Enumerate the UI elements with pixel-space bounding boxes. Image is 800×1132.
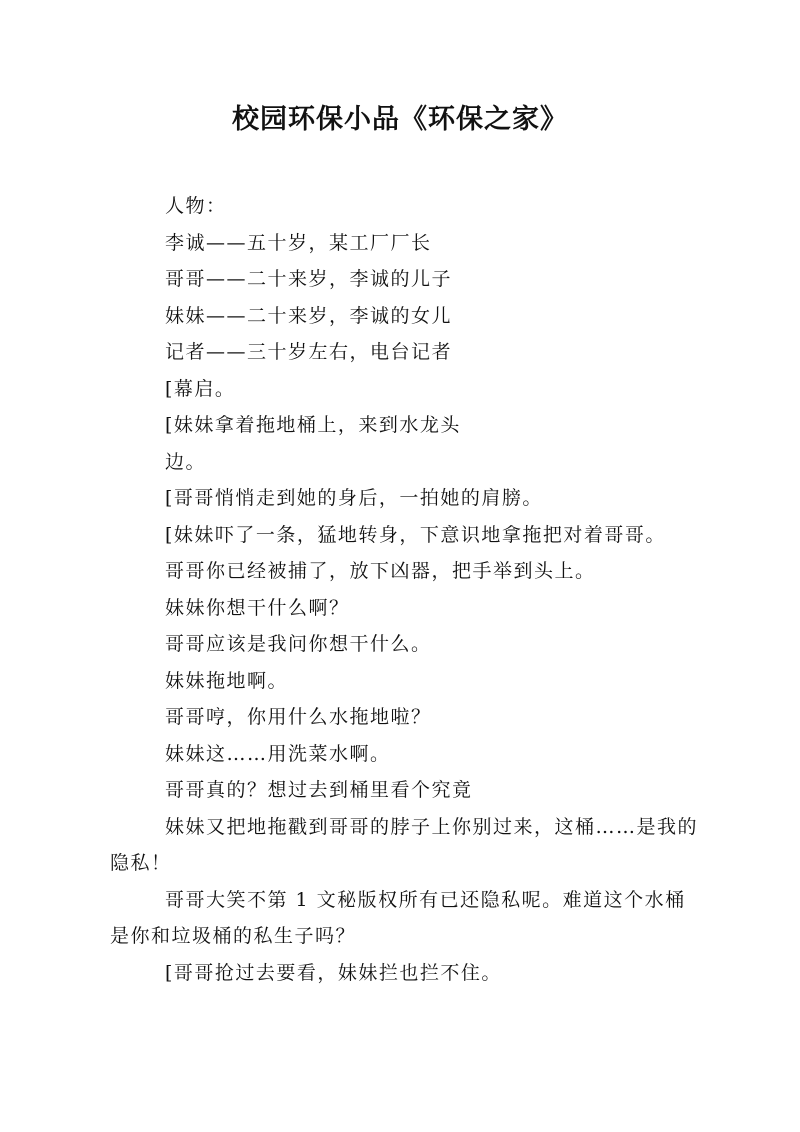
text-line: [幕启。: [165, 377, 236, 400]
text-paragraph: 妹妹又把地拖戳到哥哥的脖子上你别过来，这桶……是我的隐私！: [110, 815, 699, 874]
text-line: 哥哥你已经被捕了，放下凶器，把手举到头上。: [165, 560, 596, 582]
text-line: 妹妹拖地啊。: [165, 669, 289, 692]
text-line: 哥哥——二十来岁，李诚的儿子: [165, 268, 453, 290]
text-line: 边。: [165, 450, 207, 473]
text-line: 妹妹——二十来岁，李诚的女儿: [165, 304, 453, 327]
text-line: 妹妹这……用洗菜水啊。: [165, 742, 391, 765]
text-line: 哥哥应该是我问你想干什么。: [165, 633, 432, 655]
text-line: 人物：: [165, 195, 227, 217]
text-line: [妹妹拿着拖地桶上，来到水龙头: [165, 414, 461, 436]
text-paragraph: 哥哥大笑不第 1 文秘版权所有已还隐私呢。难道这个水桶是你和垃圾桶的私生子吗？: [110, 888, 686, 947]
text-line: [哥哥悄悄走到她的身后，一拍她的肩膀。: [165, 487, 543, 509]
text-line: 哥哥哼，你用什么水拖地啦？: [165, 706, 432, 728]
text-line: 哥哥真的？想过去到桶里看个究竟: [165, 779, 473, 801]
text-line: 记者——三十岁左右，电台记者: [165, 341, 453, 363]
document-body: [110, 188, 700, 991]
document-title: 校园环保小品《环保之家》: [232, 104, 568, 135]
text-line: 妹妹你想干什么啊？: [165, 596, 350, 619]
text-line: [妹妹吓了一条，猛地转身，下意识地拿拖把对着哥哥。: [165, 523, 666, 546]
text-line: [哥哥抢过去要看，妹妹拦也拦不住。: [165, 961, 502, 984]
text-line: 李诚——五十岁，某工厂厂长: [165, 231, 432, 254]
